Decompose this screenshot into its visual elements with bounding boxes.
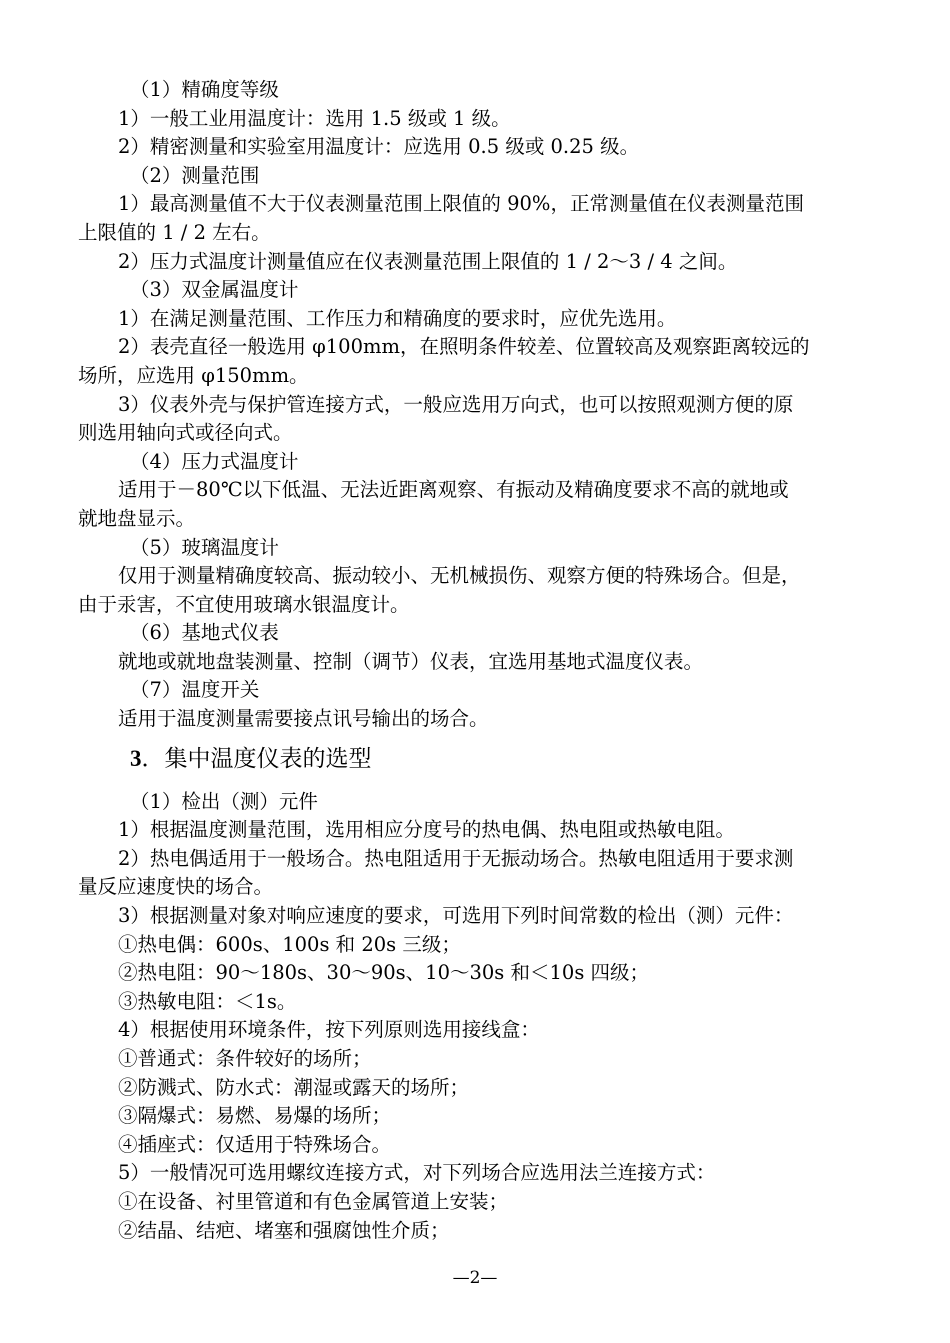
text-line: 适用于－80℃以下低温、无法近距离观察、有振动及精确度要求不高的就地或 [118, 478, 789, 502]
section-number: 3 [130, 745, 142, 771]
text-line: 适用于温度测量需要接点讯号输出的场合。 [118, 707, 489, 731]
text-line: 3）根据测量对象对响应速度的要求，可选用下列时间常数的检出（测）元件： [118, 904, 794, 928]
text-line: ②热电阻：90～180s、30～90s、10～30s 和＜10s 四级； [118, 961, 650, 985]
text-line: ②结晶、结疤、堵塞和强腐蚀性介质； [118, 1218, 450, 1242]
text-line: 4）根据使用环境条件，按下列原则选用接线盒： [118, 1018, 540, 1042]
section-heading [78, 746, 874, 772]
text-line: ③热敏电阻：＜1s。 [118, 989, 297, 1013]
text-line: 3）仪表外壳与保护管连接方式，一般应选用万向式，也可以按照观测方便的原 [118, 392, 794, 416]
text-line: 则选用轴向式或径向式。 [78, 421, 293, 445]
text-line: ①热电偶：600s、100s 和 20s 三级； [118, 932, 461, 956]
text-line: ①在设备、衬里管道和有色金属管道上安装； [118, 1189, 509, 1213]
section-title: 集中温度仪表的选型 [164, 745, 372, 772]
text-line: 2）压力式温度计测量值应在仪表测量范围上限值的 1 / 2～3 / 4 之间。 [118, 249, 738, 273]
text-line: 2）热电偶适用于一般场合。热电阻适用于无振动场合。热敏电阻适用于要求测 [118, 846, 794, 870]
text-line: 量反应速度快的场合。 [78, 875, 274, 899]
section-separator: ． [141, 745, 165, 772]
text-line: ②防溅式、防水式：潮湿或露天的场所； [118, 1075, 470, 1099]
text-line: 仅用于测量精确度较高、振动较小、无机械损伤、观察方便的特殊场合。但是， [118, 564, 801, 588]
text-line: 1）最高测量值不大于仪表测量范围上限值的 90%，正常测量值在仪表测量范围 [118, 192, 804, 216]
text-line: （1）检出（测）元件 [130, 789, 318, 813]
text-line: 2）精密测量和实验室用温度计：应选用 0.5 级或 0.25 级。 [118, 135, 640, 159]
text-line: （5）玻璃温度计 [130, 535, 279, 559]
text-line: 由于汞害，不宜使用玻璃水银温度计。 [78, 592, 410, 616]
text-line: 上限值的 1 / 2 左右。 [78, 220, 271, 244]
text-line: （7）温度开关 [130, 678, 260, 702]
text-line: 2）表壳直径一般选用 φ100mm，在照明条件较差、位置较高及观察距离较远的 [118, 335, 810, 359]
text-line: 1）根据温度测量范围，选用相应分度号的热电偶、热电阻或热敏电阻。 [118, 818, 735, 842]
text-line: 1）一般工业用温度计：选用 1.5 级或 1 级。 [118, 106, 511, 130]
page-number: —2— [452, 1268, 498, 1288]
text-line: （6）基地式仪表 [130, 621, 279, 645]
text-line: ④插座式：仅适用于特殊场合。 [118, 1132, 392, 1156]
text-line: （3）双金属温度计 [130, 278, 299, 302]
text-line: （1）精确度等级 [130, 78, 279, 101]
page-body [78, 76, 874, 1245]
text-line: ①普通式：条件较好的场所； [118, 1047, 372, 1070]
text-line: 就地或就地盘装测量、控制（调节）仪表，宜选用基地式温度仪表。 [118, 649, 704, 673]
text-line: （2）测量范围 [130, 163, 260, 187]
text-line: 场所，应选用 φ150mm。 [78, 363, 309, 387]
text-line: 5）一般情况可选用螺纹连接方式，对下列场合应选用法兰连接方式： [118, 1161, 716, 1185]
text-line: 1）在满足测量范围、工作压力和精确度的要求时，应优先选用。 [118, 306, 677, 330]
text-line: 就地盘显示。 [78, 506, 196, 530]
text-line: （4）压力式温度计 [130, 449, 299, 473]
text-line: ③隔爆式：易燃、易爆的场所； [118, 1104, 392, 1128]
paragraph-block-a [78, 76, 874, 734]
paragraph-block-b [78, 788, 874, 1246]
